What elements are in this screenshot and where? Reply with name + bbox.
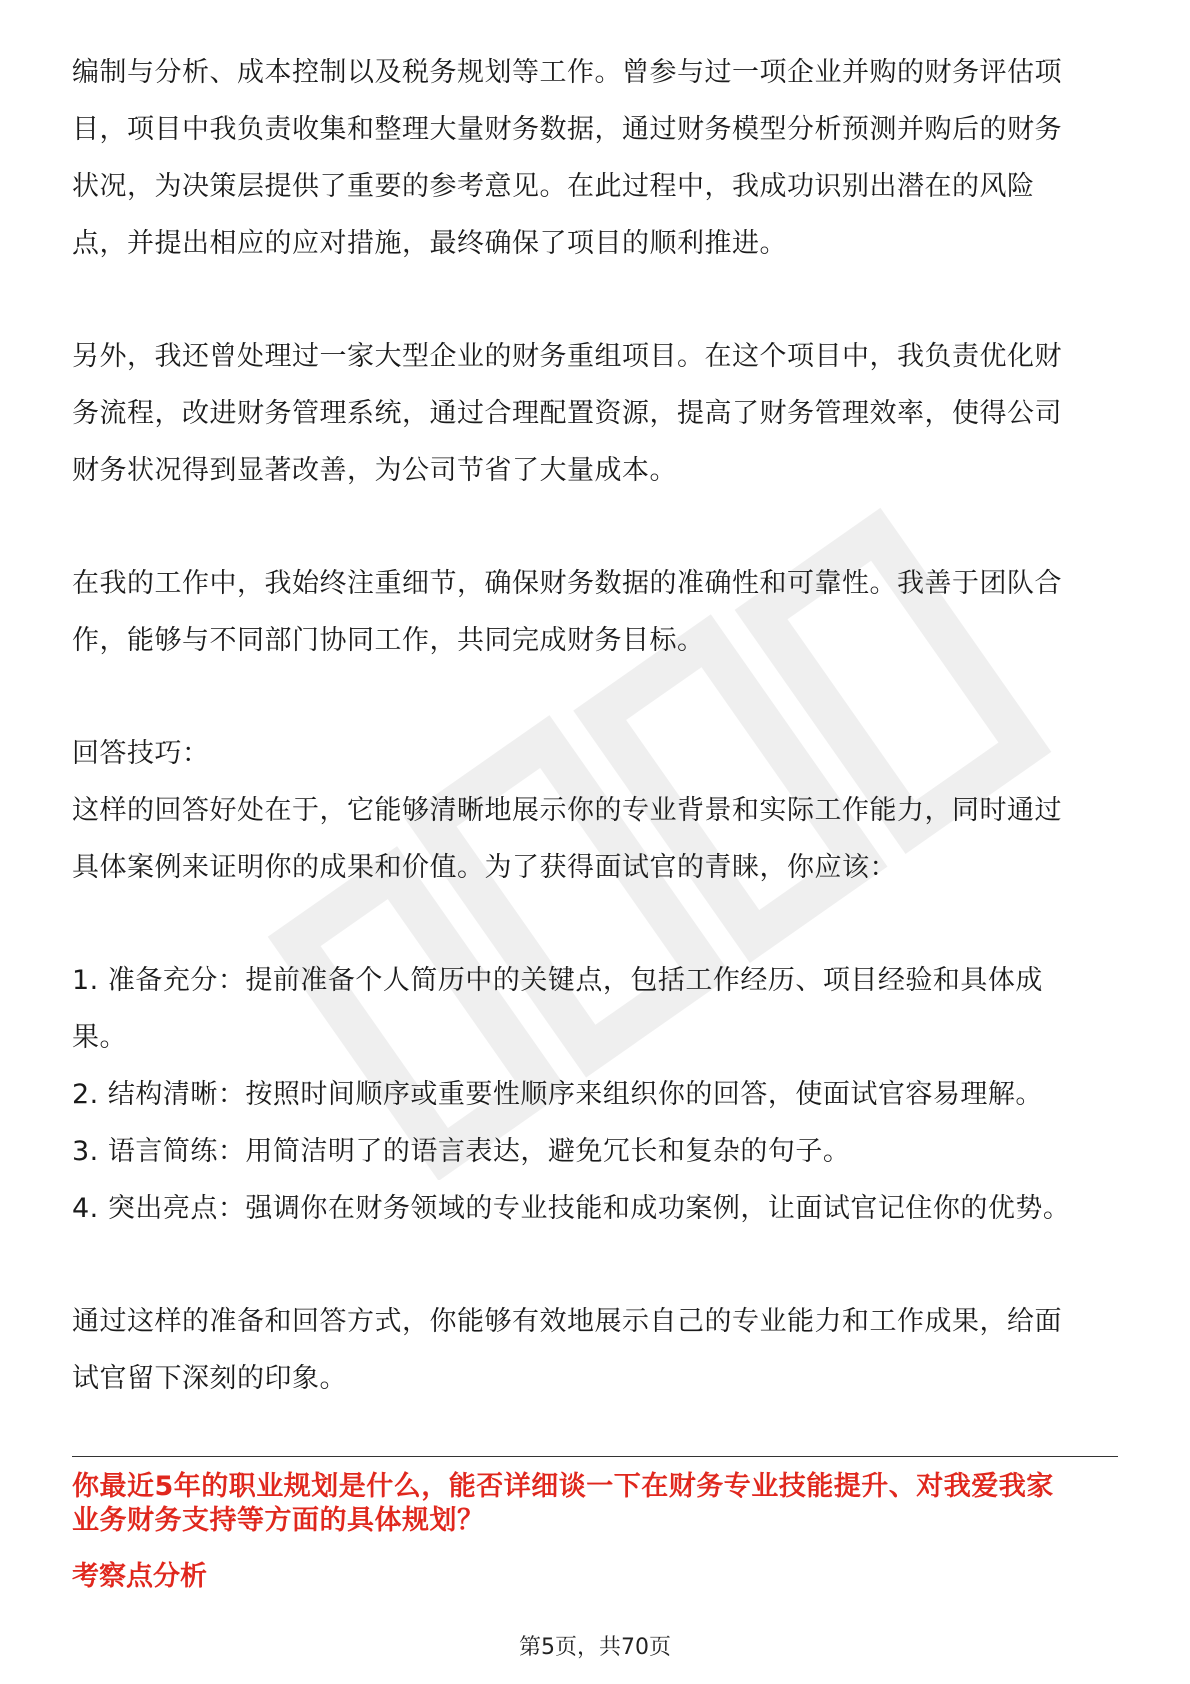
question-line: 你最近5年的职业规划是什么，能否详细谈一下在财务专业技能提升、对我爱我家 — [72, 1471, 1054, 1502]
tips-list — [72, 952, 1118, 1237]
paragraph-line: 目，项目中我负责收集和整理大量财务数据，通过财务模型分析预测并购后的财务 — [72, 114, 1062, 145]
paragraph-line: 编制与分析、成本控制以及税务规划等工作。曾参与过一项企业并购的财务评估项 — [72, 57, 1062, 88]
section-divider — [72, 1456, 1118, 1457]
tips-list-item-continuation: 果。 — [72, 1022, 127, 1053]
paragraph-line: 财务状况得到显著改善，为公司节省了大量成本。 — [72, 455, 677, 486]
paragraph-1 — [72, 44, 1118, 272]
analysis-heading: 考察点分析 — [72, 1561, 207, 1592]
tips-list-item: 3. 语言简练：用简洁明了的语言表达，避免冗长和复杂的句子。 — [72, 1136, 851, 1167]
paragraph-line: 点，并提出相应的应对措施，最终确保了项目的顺利推进。 — [72, 228, 787, 259]
paragraph-line: 作，能够与不同部门协同工作，共同完成财务目标。 — [72, 625, 705, 656]
tips-conclusion-line: 试官留下深刻的印象。 — [72, 1363, 347, 1394]
next-question — [72, 1470, 1118, 1538]
paragraph-line: 状况，为决策层提供了重要的参考意见。在此过程中，我成功识别出潜在的风险 — [72, 171, 1035, 202]
paragraph-line: 务流程，改进财务管理系统，通过合理配置资源，提高了财务管理效率，使得公司 — [72, 398, 1062, 429]
paragraph-line: 另外，我还曾处理过一家大型企业的财务重组项目。在这个项目中，我负责优化财 — [72, 341, 1062, 372]
paragraph-line: 在我的工作中，我始终注重细节，确保财务数据的准确性和可靠性。我善于团队合 — [72, 568, 1062, 599]
tips-section — [72, 725, 1118, 1407]
page-number: 第5页，共70页 — [519, 1635, 671, 1660]
tips-list-item: 2. 结构清晰：按照时间顺序或重要性顺序来组织你的回答，使面试官容易理解。 — [72, 1079, 1043, 1110]
question-line: 业务财务支持等方面的具体规划？ — [72, 1505, 485, 1536]
tips-conclusion-line: 通过这样的准备和回答方式，你能够有效地展示自己的专业能力和工作成果，给面 — [72, 1306, 1062, 1337]
document-body — [72, 44, 1118, 1407]
paragraph-3 — [72, 555, 1118, 669]
tips-list-item: 4. 突出亮点：强调你在财务领域的专业技能和成功案例，让面试官记住你的优势。 — [72, 1193, 1071, 1224]
paragraph-2 — [72, 328, 1118, 499]
tips-intro-line: 这样的回答好处在于，它能够清晰地展示你的专业背景和实际工作能力，同时通过 — [72, 795, 1062, 826]
tips-heading: 回答技巧： — [72, 738, 210, 769]
tips-list-item: 1. 准备充分：提前准备个人简历中的关键点，包括工作经历、项目经验和具体成 — [72, 965, 1043, 996]
tips-intro-line: 具体案例来证明你的成果和价值。为了获得面试官的青睐，你应该： — [72, 852, 897, 883]
